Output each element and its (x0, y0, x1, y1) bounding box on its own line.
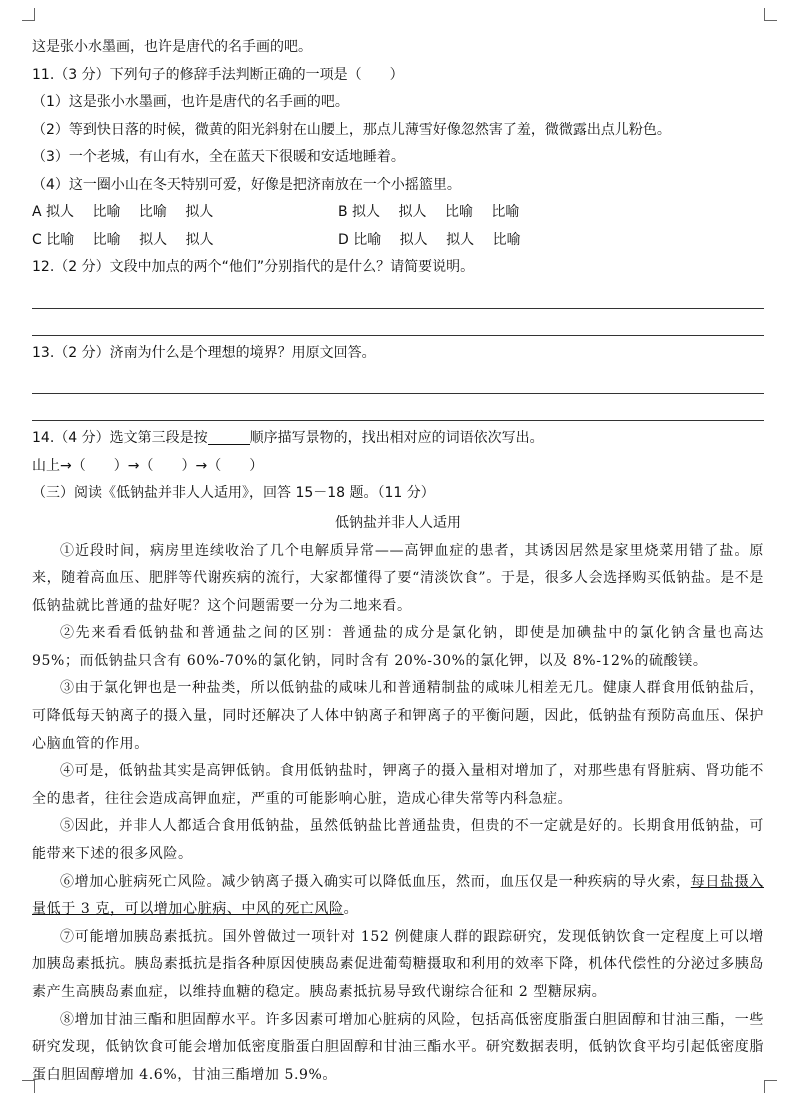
answer-line (32, 315, 764, 336)
paragraph-6-text: ⑥增加心脏病死亡风险。减少钠离子摄入确实可以降低血压，然而，血压仅是一种疾病的导火索， (60, 873, 691, 890)
question-11-sentence-1: （1）这是张小水墨画，也许是唐代的名手画的吧。 (32, 94, 349, 110)
question-14-chain: 山上→（ ）→（ ）→（ ） (32, 457, 264, 474)
option-b: B 拟人 拟人 比喻 比喻 (338, 204, 520, 220)
question-11: 11.（3 分）下列句子的修辞手法判断正确的一项是（ ） (32, 66, 404, 83)
paragraph-5: ⑤因此，并非人人都适合食用低钠盐，虽然低钠盐比普通盐贵，但贵的不一定就是好的。长期食用低钠盐，可能带来下述的很多风险。 (32, 818, 764, 863)
corner-mark-top-left (22, 8, 35, 21)
question-11-sentence-3: （3）一个老城，有山有水，全在蓝天下很暖和安适地睡着。 (32, 149, 405, 165)
paragraph-6-end: 。 (343, 901, 359, 918)
underlined-sentence: 每日盐摄入量低于 3 克，可以增加心脏病、中风的死亡风险 (32, 873, 764, 918)
paragraph-2: ②先来看看低钠盐和普通盐之间的区别：普通盐的成分是氯化钠，即使是加碘盐中的氯化钠含量也高达95%；而低钠盐只含有 60%-70%的氯化钠，同时含有 20%-30%的氯化钾，以及 8%-12%的硫酸镁。 (32, 625, 764, 669)
section-3-heading: （三）阅读《低钠盐并非人人适用》，回答 15－18 题。（11 分） (32, 485, 435, 501)
option-a: A 拟人 比喻 比喻 拟人 (32, 204, 214, 220)
corner-mark-bottom-right (764, 1080, 777, 1093)
answer-line (32, 400, 764, 421)
question-11-sentence-2: （2）等到快日落的时候，微黄的阳光斜射在山腰上，那点儿薄雪好像忽然害了羞，微微露出点儿粉色。 (32, 121, 671, 138)
paragraph-7: ⑦可能增加胰岛素抵抗。国外曾做过一项针对 152 例健康人群的跟踪研究，发现低钠饮食一定程度上可以增加胰岛素抵抗。胰岛素抵抗是指各种原因使胰岛素促进葡萄糖摄取和利用的效率下降，机体代偿性的分泌过多胰岛素产生高胰岛素血症，以维持血糖的稳定。胰岛素抵抗易导致代谢综合征和 2 型糖尿病。 (32, 928, 764, 1000)
answer-line (32, 373, 764, 394)
options-row-1 (32, 199, 764, 227)
options-row-2 (32, 227, 764, 255)
article-title: 低钠盐并非人人适用 (335, 514, 461, 531)
question-14-prefix: 14.（4 分）选文第三段是按 (32, 430, 208, 446)
intro-line: 这是张小水墨画，也许是唐代的名手画的吧。 (32, 39, 312, 55)
paragraph-6 (32, 869, 764, 924)
paragraph-8: ⑧增加甘油三酯和胆固醇水平。许多因素可增加心脏病的风险，包括高低密度脂蛋白胆固醇和甘油三酯，一些研究发现，低钠饮食可能会增加低密度脂蛋白胆固醇和甘油三酯水平。研究数据表明，低钠饮食平均引起低密度脂蛋白胆固醇增加 4.6%，甘油三酯增加 5.9%。 (32, 1011, 764, 1083)
question-12: 12.（2 分）文段中加点的两个“他们”分别指代的是什么？请简要说明。 (32, 259, 475, 275)
question-11-sentence-4: （4）这一圈小山在冬天特别可爱，好像是把济南放在一个小摇篮里。 (32, 176, 461, 193)
option-d: D 比喻 拟人 拟人 比喻 (338, 231, 521, 248)
paragraph-1: ①近段时间，病房里连续收治了几个电解质异常——高钾血症的患者，其诱因居然是家里烧菜用错了盐。原来，随着高血压、肥胖等代谢疾病的流行，大家都懂得了要“清淡饮食”。于是，很多人会选择购买低钠盐。是不是低钠盐就比普通的盐好呢？这个问题需要一分为二地来看。 (32, 542, 764, 614)
question-13: 13.（2 分）济南为什么是个理想的境界？用原文回答。 (32, 344, 376, 361)
paragraph-3: ③由于氯化钾也是一种盐类，所以低钠盐的咸味儿和普通精制盐的咸味儿相差无几。健康人群食用低钠盐后，可降低每天钠离子的摄入量，同时还解决了人体中钠离子和钾离子的平衡问题，因此，低钠盐有预防高血压、保护心脑血管的作用。 (32, 680, 764, 752)
fill-blank (208, 429, 250, 445)
option-c: C 比喻 比喻 拟人 拟人 (32, 231, 214, 248)
corner-mark-top-right (764, 8, 777, 21)
question-14-suffix: 顺序描写景物的，找出相对应的词语依次写出。 (249, 430, 544, 446)
answer-line (32, 288, 764, 309)
question-14 (32, 425, 764, 453)
exam-page (32, 34, 764, 1089)
paragraph-4: ④可是，低钠盐其实是高钾低钠。食用低钠盐时，钾离子的摄入量相对增加了，对那些患有肾脏病、肾功能不全的患者，往往会造成高钾血症，严重的可能影响心脏，造成心律失常等内科急症。 (32, 763, 764, 807)
